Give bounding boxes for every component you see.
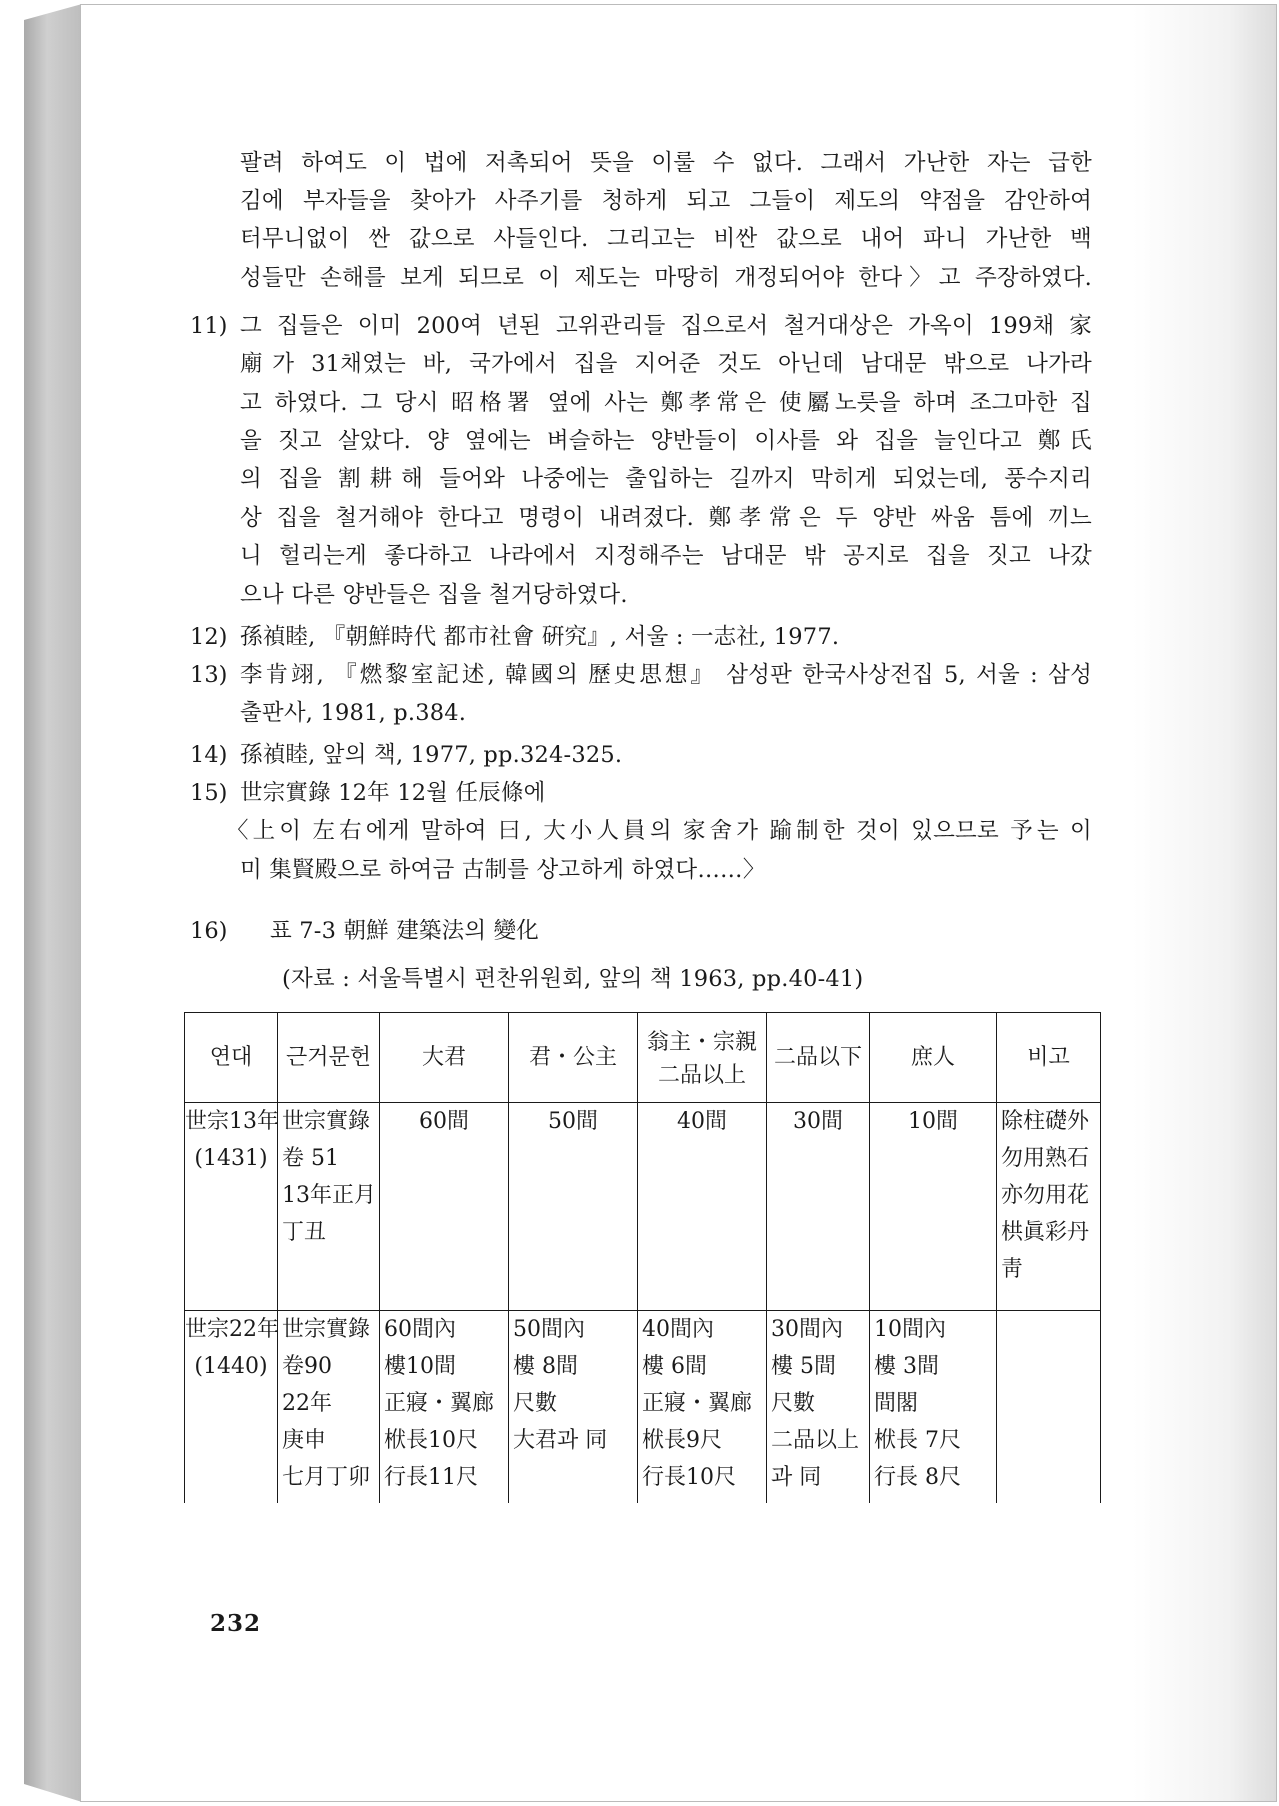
cell-line: 30間 (793, 1109, 843, 1134)
footnote-number: 11) (190, 313, 228, 339)
cell-line: 22年 (282, 1391, 332, 1416)
footnote-line: 孫禎睦, 『朝鮮時代 都市社會 硏究』, 서울 : 一志社, 1977. (240, 624, 840, 650)
footnote-line: 고 하였다. 그 당시 昭格署 옆에 사는 鄭孝常은 使屬노릇을 하며 조그마한 집 (240, 390, 1092, 416)
cell-line: 亦勿用花 (1001, 1183, 1090, 1208)
footnote-quote-line: 〈上이 左右에게 말하여 曰, 大小人員의 家舍가 踰制한 것이 있으므로 予는 이 (226, 818, 1092, 844)
cell-line: 栱眞彩丹 (1001, 1220, 1090, 1245)
footnote-number: 14) (190, 742, 228, 768)
cell-line: 勿用熟石 (1001, 1146, 1090, 1171)
table-cell (997, 1311, 1101, 1503)
continuation-line: 성들만 손해를 보게 되므로 이 제도는 마땅히 개정되어야 한다〉고 주장하였다. (240, 265, 1092, 291)
continuation-line: 터무니없이 싼 값으로 사들인다. 그리고는 비싼 값으로 내어 파니 가난한 백 (240, 226, 1092, 252)
table-caption: 표 7-3 朝鮮 建築法의 變化 (270, 918, 540, 944)
continuation-line: 김에 부자들을 찾아가 사주기를 청하게 되고 그들이 제도의 약점을 감안하여 (240, 188, 1092, 214)
footnote-number: 13) (190, 662, 228, 688)
table-cell (185, 1103, 278, 1311)
footnote-line: 을 짓고 살았다. 양 옆에는 벼슬하는 양반들이 이사를 와 집을 늘인다고 鄭氏 (240, 428, 1092, 454)
header-cell (638, 1013, 767, 1103)
footnote-line: 그 집들은 이미 200여 년된 고위관리들 집으로서 철거대상은 가옥이 199채 家 (240, 313, 1092, 339)
cell-line: 卷 51 (282, 1146, 339, 1171)
building-law-table (184, 1012, 1101, 1503)
cell-line: 正寢・翼廊 (384, 1391, 495, 1416)
footnote-line: 니 헐리는게 좋다하고 나라에서 지정해주는 남대문 밖 공지로 집을 짓고 나갔 (240, 543, 1092, 569)
cell-line: (1431) (194, 1146, 268, 1171)
header-cell: 근거문헌 (278, 1013, 380, 1103)
table-row (185, 1103, 1101, 1311)
cell-line: 尺數 (513, 1391, 558, 1416)
cell-line: 50間內 (513, 1317, 585, 1342)
header-cell: 비고 (997, 1013, 1101, 1103)
cell-line: 尺數 (771, 1391, 816, 1416)
cell-line: 10間 (908, 1109, 958, 1134)
cell-line: 庚申 (282, 1428, 327, 1453)
book-spine-edge (24, 4, 82, 1802)
header-cell: 君・公主 (509, 1013, 638, 1103)
cell-line: 世宗實錄 (282, 1109, 371, 1134)
cell-line: (1440) (194, 1354, 268, 1379)
cell-line: 行長10尺 (642, 1465, 736, 1490)
cell-line: 卷90 (282, 1354, 332, 1379)
table-cell (380, 1311, 509, 1503)
footnote-number: 12) (190, 624, 228, 650)
cell-line: 世宗22年 (185, 1317, 279, 1342)
table-cell (997, 1103, 1101, 1311)
table-row (185, 1311, 1101, 1503)
header-cell-line: 翁主・宗親 (646, 1030, 757, 1055)
table-header-row (185, 1013, 1101, 1103)
cell-line: 樓 3間 (874, 1354, 939, 1379)
cell-line: 栿長10尺 (384, 1428, 478, 1453)
footnote-number: 16) (190, 918, 228, 944)
cell-line: 大君과 同 (513, 1428, 608, 1453)
table-cell (278, 1311, 380, 1503)
cell-line: 正寢・翼廊 (642, 1391, 753, 1416)
footnote-line: 李肯翊, 『燃黎室記述, 韓國의 歷史思想』 삼성판 한국사상전집 5, 서울 : 삼성 (240, 662, 1092, 688)
table-cell (767, 1103, 870, 1311)
cell-line: 樓 5間 (771, 1354, 836, 1379)
cell-line: 世宗實錄 (282, 1317, 371, 1342)
cell-line: 40間內 (642, 1317, 714, 1342)
table-cell (509, 1103, 638, 1311)
cell-line: 樓10間 (384, 1354, 456, 1379)
table-cell (638, 1311, 767, 1503)
continuation-line: 팔려 하여도 이 법에 저촉되어 뜻을 이룰 수 없다. 그래서 가난한 자는 급한 (240, 150, 1092, 176)
table-source: (자료 : 서울특별시 편찬위원회, 앞의 책 1963, pp.40-41) (282, 966, 864, 992)
cell-line: 13年正月 (282, 1183, 376, 1208)
cell-line: 栿長 7尺 (874, 1428, 961, 1453)
table-cell (870, 1103, 997, 1311)
header-cell: 大君 (380, 1013, 509, 1103)
footnote-line: 상 집을 철거해야 한다고 명령이 내려졌다. 鄭孝常은 두 양반 싸움 틈에 끼느 (240, 505, 1092, 531)
table-cell (185, 1311, 278, 1503)
page-number: 232 (210, 1610, 262, 1637)
header-cell: 연대 (185, 1013, 278, 1103)
header-cell-line: 二品以上 (657, 1063, 746, 1088)
header-cell: 庶人 (870, 1013, 997, 1103)
cell-line: 40間 (677, 1109, 727, 1134)
cell-line: 50間 (548, 1109, 598, 1134)
cell-line: 行長 8尺 (874, 1465, 961, 1490)
cell-line: 丁丑 (282, 1220, 327, 1245)
cell-line: 60間 (419, 1109, 469, 1134)
footnote-line: 으나 다른 양반들은 집을 철거당하였다. (240, 582, 628, 608)
cell-line: 樓 8間 (513, 1354, 578, 1379)
cell-line: 60間內 (384, 1317, 456, 1342)
header-cell: 二品以下 (767, 1013, 870, 1103)
table-cell (638, 1103, 767, 1311)
table-cell (278, 1103, 380, 1311)
cell-line: 靑 (1001, 1257, 1024, 1282)
cell-line: 30間內 (771, 1317, 843, 1342)
cell-line: 七月丁卯 (282, 1465, 371, 1490)
table-cell (509, 1311, 638, 1503)
cell-line: 樓 6間 (642, 1354, 707, 1379)
footnote-line: 廟가 31채였는 바, 국가에서 집을 지어준 것도 아닌데 남대문 밖으로 나가라 (240, 351, 1092, 377)
cell-line: 과 同 (771, 1465, 822, 1490)
footnote-number: 15) (190, 780, 228, 806)
cell-line: 行長11尺 (384, 1465, 478, 1490)
table-cell (380, 1103, 509, 1311)
cell-line: 10間內 (874, 1317, 946, 1342)
cell-line: 二品以上 (771, 1428, 860, 1453)
footnote-line: 의 집을 割耕해 들어와 나중에는 출입하는 길까지 막히게 되었는데, 풍수지리 (240, 466, 1092, 492)
footnote-line: 孫禎睦, 앞의 책, 1977, pp.324-325. (240, 742, 623, 768)
cell-line: 除柱礎外 (1001, 1109, 1090, 1134)
cell-line: 間閣 (874, 1391, 919, 1416)
cell-line: 世宗13年 (185, 1109, 279, 1134)
table-cell (767, 1311, 870, 1503)
cell-line: 栿長9尺 (642, 1428, 722, 1453)
footnote-line: 출판사, 1981, p.384. (240, 700, 467, 726)
footnote-quote-line: 미 集賢殿으로 하여금 古制를 상고하게 하였다……〉 (240, 857, 766, 883)
footnote-line: 世宗實錄 12年 12월 任辰條에 (240, 780, 546, 806)
table-cell (870, 1311, 997, 1503)
